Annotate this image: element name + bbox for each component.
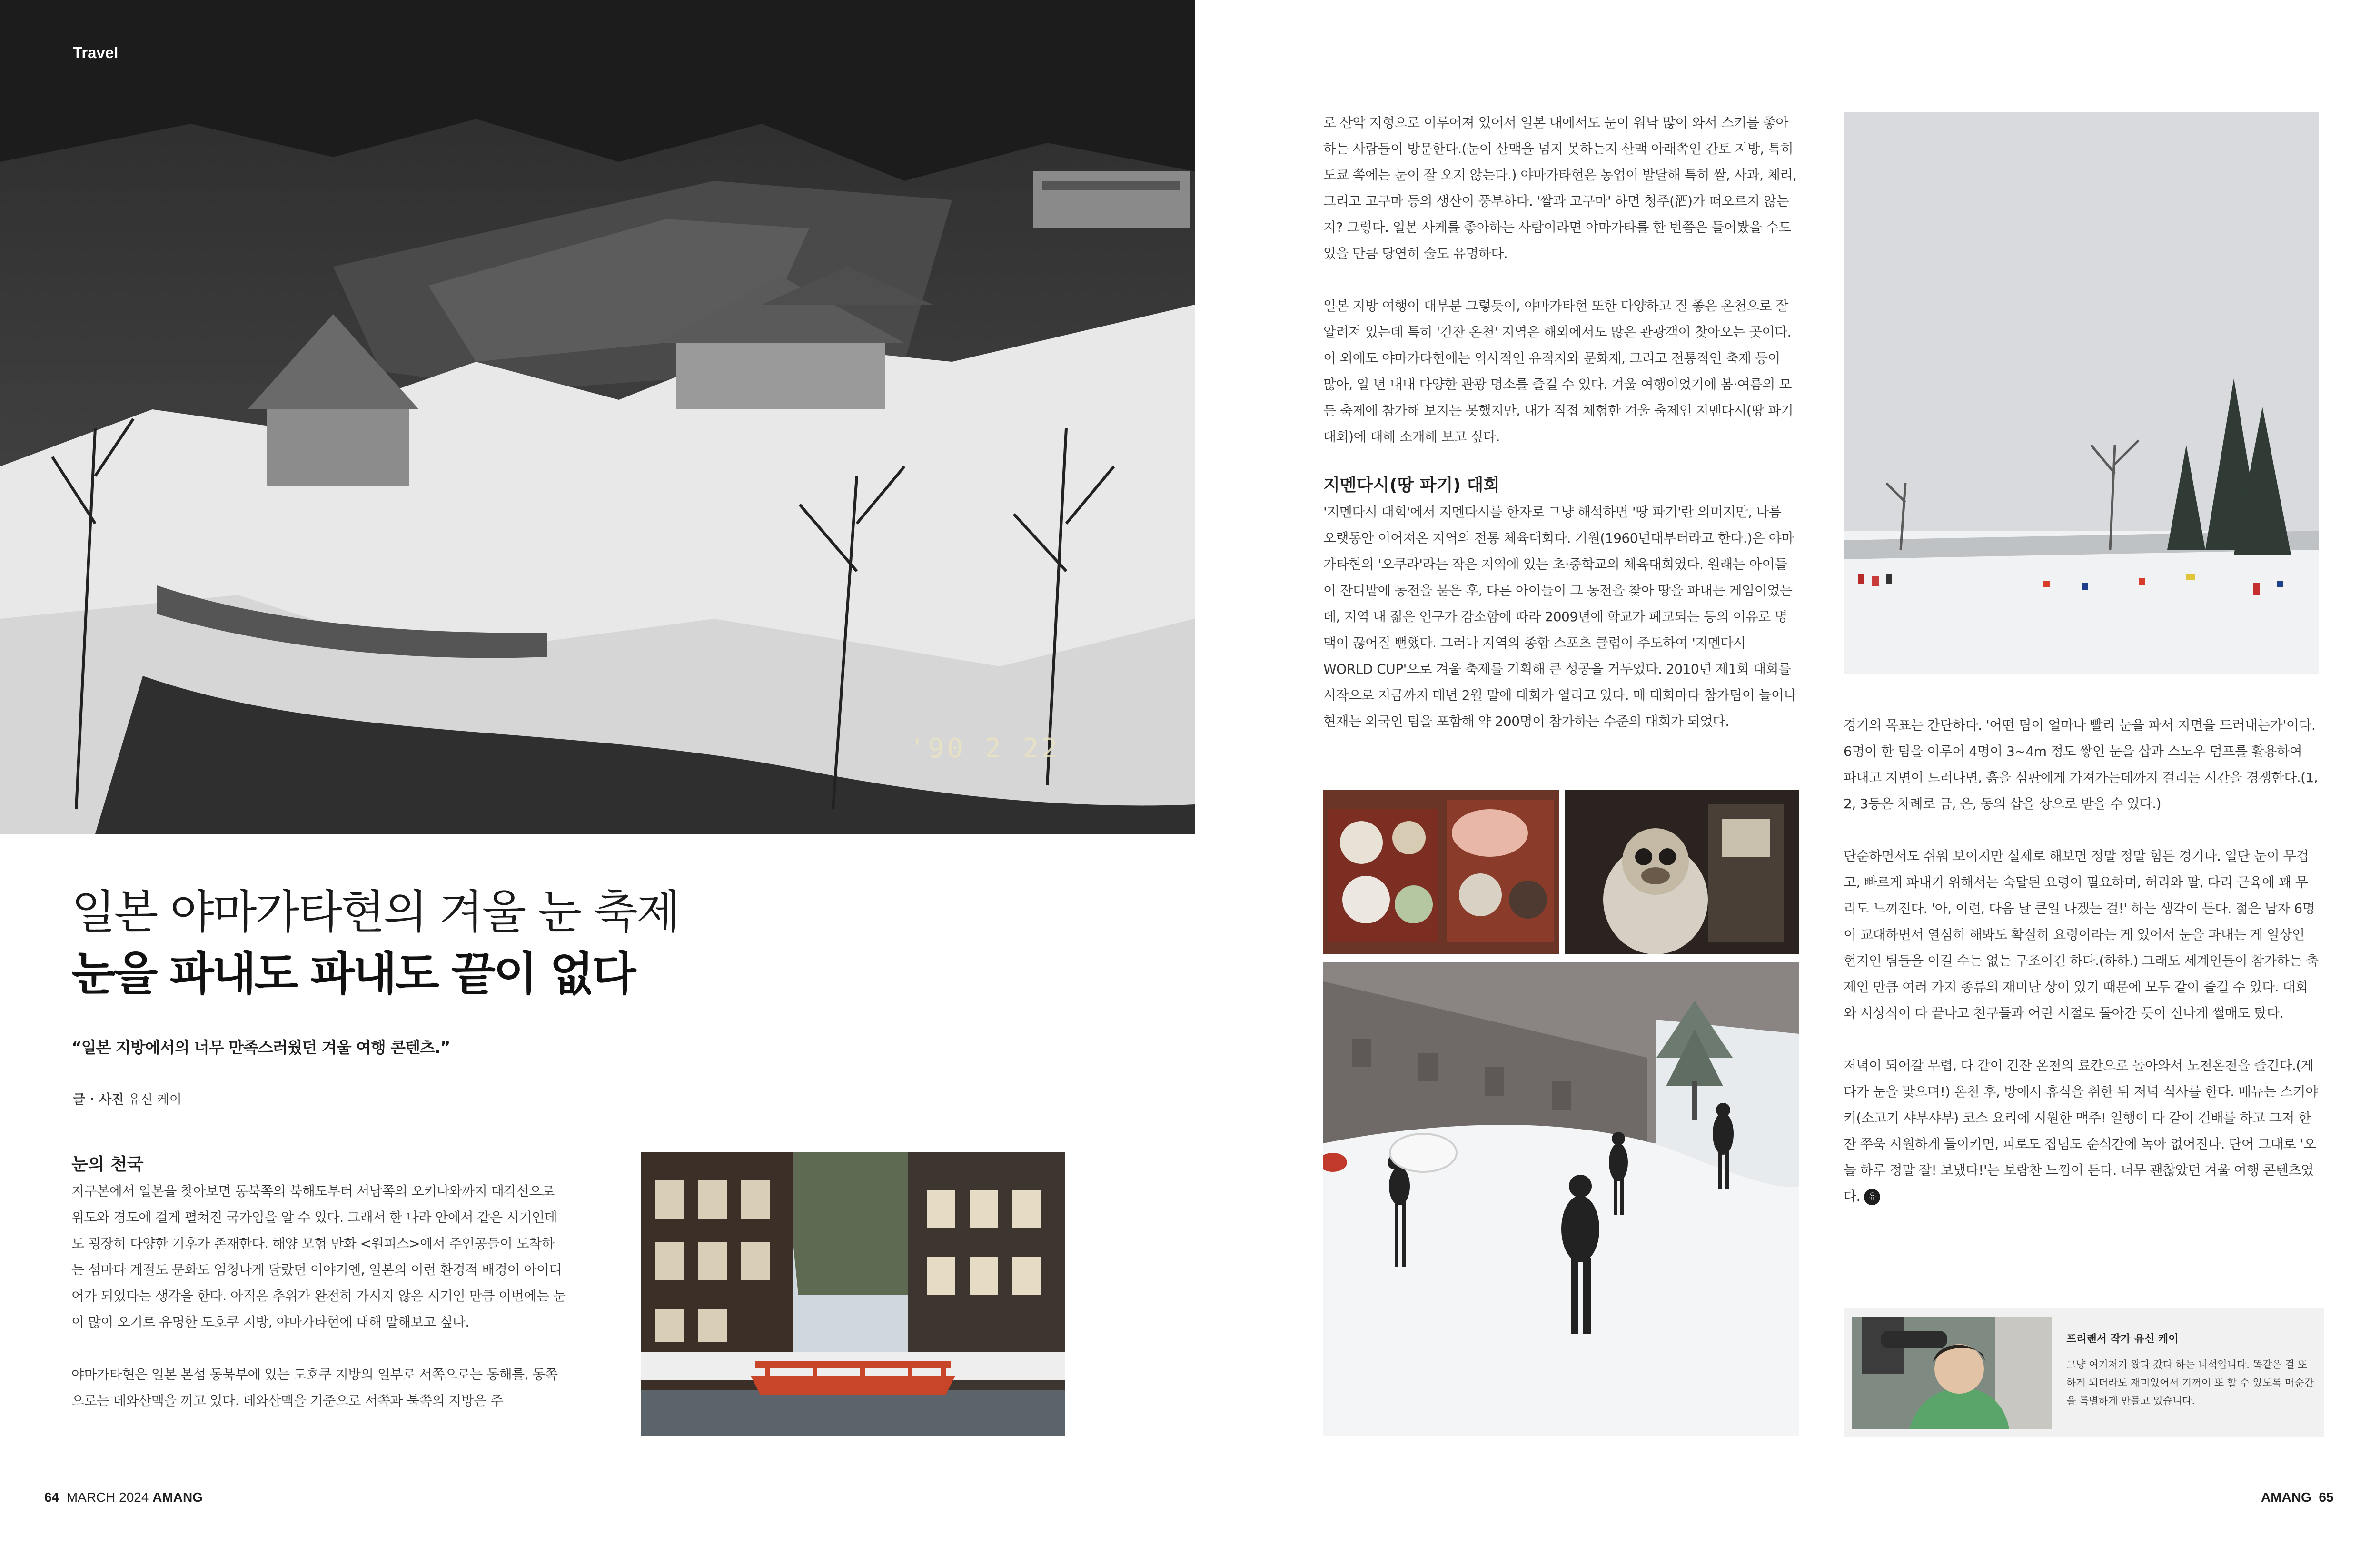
author-photo — [1852, 1317, 2052, 1429]
footer-right — [2261, 1490, 2333, 1505]
title-line-1: 일본 야마가타현의 겨울 눈 축제 — [71, 885, 679, 939]
footer-left-page-number: 64 — [44, 1490, 60, 1505]
snow-heaven-heading: 눈의 천국 — [71, 1155, 144, 1174]
right-para-2: 단순하면서도 쉬워 보이지만 실제로 해보면 정말 정말 힘든 경기다. 일단 눈이 무겁고, 빠르게 파내기 위해서는 숙달된 요령이 필요하며, 허리와 팔, 다리 근육에 꽤 무리도 느껴진다. '아, 이런, 다음 날 큰일 나겠는 걸!' 하는 생각이 든다. 젊은 남자 6명이 교대하면서 열심히 해봐도 확실히 요령이라는 게 있어서 눈을 파내는 게 일상인 현지인 팀들을 이길 수는 없는 구조이긴 하다.(하하.) 그래도 세계인들이 참가하는 축제인 만큼 여러 가지 종류의 재미난 상이 있기 때문에 모두 같이 즐길 수 있다. 대회와 시상식이 다 끝나고 친구들과 어린 시절로 돌아간 듯이 신나게 썰매도 탔다. — [1844, 848, 2319, 1021]
photo-tanuki-statue — [1565, 790, 1799, 954]
column-right-text — [1844, 712, 2319, 1209]
jimendashi-para-1: '지멘다시 대회'에서 지멘다시를 한자로 그냥 해석하면 '땅 파기'란 의미지만, 나름 오랫동안 이어져온 지역의 전통 체육대회다. 기원(1960년대부터라고 한다.)은 야마가타현의 '오쿠라'라는 작은 지역에 있는 초·중학교의 체육대회였다. 원래는 아이들이 잔디밭에 동전을 묻은 후, 다른 아이들이 그 동전을 찾아 땅을 파내는 게임이었는데, 지역 내 젊은 인구가 감소함에 따라 2009년에 학교가 폐교되는 등의 이유로 명맥이 끊어질 뻔했다. 그러나 지역의 종합 스포츠 클럽이 주도하여 '지멘다시 WORLD CUP'으로 겨울 축제를 기획해 큰 성공을 거두었다. 2010년 제1회 대회를 시작으로 지금까지 매년 2월 말에 대회가 열리고 있다. 매 대회마다 참가팀이 늘어나 현재는 외국인 팀을 포함해 약 200명이 참가하는 수준의 대회가 되었다. — [1323, 504, 1797, 729]
photo-snowy-field-trees — [1844, 112, 2319, 674]
hero-photo-snowy-valley — [0, 0, 1195, 834]
photo-ryokan-dinner — [1323, 790, 1559, 954]
author-box — [1844, 1308, 2324, 1437]
column-left-text — [1323, 109, 1797, 734]
author-title: 프리랜서 작가 유신 케이 — [2066, 1333, 2179, 1345]
byline-name: 유신 케이 — [128, 1092, 182, 1107]
continued-para-1: 로 산악 지형으로 이루어져 있어서 일본 내에서도 눈이 워낙 많이 와서 스키를 좋아하는 사람들이 방문한다.(눈이 산맥을 넘지 못하는지 산맥 아래쪽인 간토 지방, 특히 도쿄 쪽에는 눈이 잘 오지 않는다.) 야마가타현은 농업이 발달해 특히 쌀, 사과, 체리, 그리고 고구마 등의 생산이 풍부하다. '쌀과 고구마' 하면 청주(酒)가 떠오르지 않는지? 그렇다. 일본 사케를 좋아하는 사람이라면 야마가타를 한 번쯤은 들어봤을 수도 있을 만큼 당연히 술도 유명하다. — [1323, 115, 1797, 261]
pull-quote: “일본 지방에서의 너무 만족스러웠던 겨울 여행 콘텐츠.” — [71, 1038, 450, 1057]
footer-left — [44, 1490, 203, 1505]
section-label: Travel — [73, 44, 119, 61]
byline — [73, 1089, 182, 1108]
right-para-3 — [1844, 1052, 2319, 1209]
footer-left-magazine: AMANG — [152, 1490, 203, 1505]
footer-right-page-number: 65 — [2319, 1490, 2334, 1505]
continued-para-2: 일본 지방 여행이 대부분 그렇듯이, 야마가타현 또한 다양하고 질 좋은 온천으로 잘 알려져 있는데 특히 '긴잔 온천' 지역은 해외에서도 많은 관광객이 찾아오는 곳이다. 이 외에도 야마가타현에는 역사적인 유적지와 문화재, 그리고 전통적인 축제 등이 많아, 일 년 내내 다양한 관광 명소를 즐길 수 있다. 겨울 여행이었기에 봄·여름의 모든 축제에 참가해 보지는 못했지만, 내가 직접 체험한 겨울 축제인 지멘다시(땅 파기 대회)에 대해 소개해 보고 싶다. — [1323, 298, 1794, 445]
snow-heaven-para-2: 야마가타현은 일본 본섬 동북부에 있는 도호쿠 지방의 일부로 서쪽으로는 동해를, 동쪽으로는 데와산맥을 끼고 있다. 데와산맥을 기준으로 서쪽과 북쪽의 지방은 주 — [71, 1367, 558, 1408]
right-para-3-text: 저녁이 되어갈 무렵, 다 같이 긴잔 온천의 료칸으로 돌아와서 노천온천을 즐긴다.(게다가 눈을 맞으며!) 온천 후, 방에서 휴식을 취한 뒤 저녁 식사를 한다. 메뉴는 스키야키(소고기 샤부샤부) 코스 요리에 시원한 맥주! 일행이 다 같이 건배를 하고 그저 한잔 쭈욱 시원하게 들이키면, 피로도 집념도 순식간에 녹아 없어진다. 단어 그대로 '오늘 하루 정말 잘! 보냈다!'는 보람찬 느낌이 든다. 너무 괜찮았던 겨울 여행 콘텐츠였다. — [1844, 1058, 2318, 1204]
title-line-2: 눈을 파내도 파내도 끝이 없다 — [71, 947, 635, 1001]
section-snow-heaven — [71, 1151, 566, 1414]
photo-date-stamp: '90 2 22 — [909, 733, 1061, 764]
byline-role: 글 · 사진 — [73, 1092, 124, 1107]
author-bio: 그냥 여기저기 왔다 갔다 하는 너석입니다. 똑같은 걸 또 하게 되더라도 재미있어서 기꺼이 또 할 수 있도록 매순간을 특별하게 만들고 있습니다. — [2066, 1359, 2314, 1407]
photo-ginzan-onsen-street — [641, 1152, 1065, 1436]
footer-left-issue: MARCH 2024 — [66, 1490, 149, 1505]
footer-right-magazine: AMANG — [2261, 1490, 2311, 1505]
snow-heaven-para-1: 지구본에서 일본을 찾아보면 동북쪽의 북해도부터 서남쪽의 오키나와까지 대각선으로 위도와 경도에 걸게 펼쳐진 국가임을 알 수 있다. 그래서 한 나라 안에서 같은 시기인데도 굉장히 다양한 기후가 존재한다. 해양 모험 만화 <원피스>에서 주인공들이 도착하는 섬마다 계절도 문화도 엄청나게 달랐던 이야기엔, 일본의 이런 환경적 배경이 아이디어가 되었다는 생각을 한다. 아직은 추위가 완전히 가시지 않은 시기인 만큼 이번에는 눈이 많이 오기로 유명한 도호쿠 지방, 야마가타현에 대해 말해보고 싶다. — [71, 1183, 566, 1330]
end-mark-icon: 유 — [1864, 1189, 1880, 1205]
photo-snow-festival-crowd — [1323, 962, 1799, 1436]
right-para-1: 경기의 목표는 간단하다. '어떤 팀이 얼마나 빨리 눈을 파서 지면을 드러내는가'이다. 6명이 한 팀을 이루어 4명이 3~4m 정도 쌓인 눈을 삽과 스노우 덤프를 활용하여 파내고 지면이 드러나면, 흙을 심판에게 가져가는데까지 걸리는 시간을 경쟁한다.(1, 2, 3등은 차례로 금, 은, 동의 삽을 상으로 받을 수 있다.) — [1844, 717, 2318, 812]
jimendashi-heading: 지멘다시(땅 파기) 대회 — [1323, 476, 1500, 495]
